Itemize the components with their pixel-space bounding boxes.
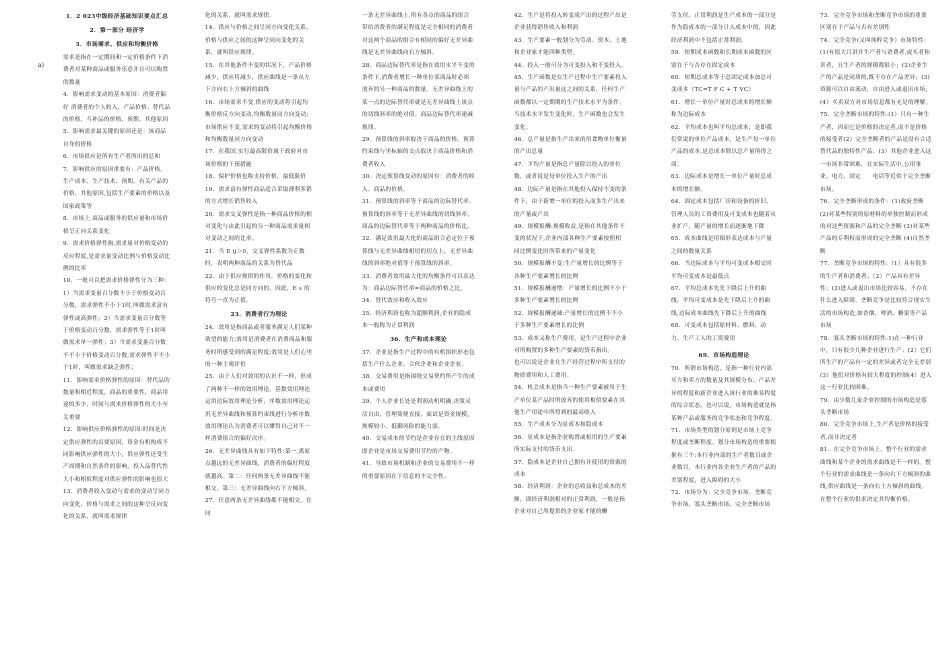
- section-heading: 69．市场构造理论: [698, 352, 750, 359]
- paragraph: 57．隐成本是企业自己拥有并使用的资源的成本: [514, 459, 627, 479]
- paragraph: 53．成本又称生产费用，是生产过程中企业对所购置的多种生产要素的货币指出。: [514, 335, 627, 354]
- paragraph: 33．消费者效用最大化的均衡条件可以表达为：商品边际替代率=商品的价格之比。: [362, 273, 475, 292]
- section-heading: 23．消费者行为理论: [230, 311, 288, 318]
- paragraph: 78．寡头垄断市场的特性:1)在一种行业中，只有很少几种企业进行生产；(2）它们所生产的产品有一定的差异或者完全无差别 (3）他们对价格有较大程度的控制(4）进入这一行业比较困难。: [820, 335, 932, 392]
- paragraph: 54．机会成本是指当一种生产要素被用于生产单位某产品时所放弃的使用相似要素在其他生产用途中所得到的最高收入: [514, 385, 627, 416]
- paragraph: 49．规模报酬:规模收益,是指在其他条件不变的状况下,企业内部各种生产要素按照相同比例变化时所带来的产量变化: [514, 223, 626, 255]
- paragraph: 31．预算线的斜率等于商品的边际替代率。预算线的斜率等于无差异曲线的切线斜率，商品的边际替代率等于两种商品的价格比。: [362, 199, 475, 230]
- paragraph: 81．在完全竞争市场上，整个行业的需求曲线和某个企业的需求曲线是不一样的。整个行业的需求曲线是一条向右下方倾斜的曲线,供应曲线是一条向右上方倾斜的曲线。在整个行业的供求决定其均衡价格。: [820, 447, 932, 503]
- paragraph: 52．规模报酬递减:产量增长的比例不不小于多种生产要素增长的比例: [514, 310, 624, 330]
- paragraph: 化的关系，就叫需求规律。: [205, 13, 276, 19]
- paragraph: 73．完全竞争市场和垄断竞争市场的重要区别在于产品与否有差别性: [820, 13, 927, 32]
- paragraph: 5．影响需求最关键的原因还是：该商品自身的价格: [63, 129, 167, 148]
- paragraph: 44．投入一般可分为可变投入和不变投入。: [514, 62, 627, 69]
- paragraph: 35．经济利润也称为超额利润,企业的隐成本一般称为正常利润: [362, 310, 471, 330]
- paragraph: 74．完全竞争(又叫纯粹竞争）市场特性：(1)有很大月讲并生产者与消费者,或买者和卖者，且生产者的规模都很小；(2)企业生产的产品是同质的,既不存在产品差异；(3)资源可以自由流动，自由进入或退出市场；(4）买卖双方对市场信息都有充足的理解。: [820, 37, 932, 106]
- paragraph: 14．供应与价格之间呈同方向变化关系，价格与供应之间的这种呈同向变化的关系，就叫供应规律。: [205, 25, 312, 57]
- paragraph: 27．任意两条无差异曲线都不能相交，在同: [205, 498, 312, 517]
- paragraph: 63．边际成本是增长一单位产量时总成本的增长额。: [671, 174, 773, 193]
- paragraph: 79．由少数几家企业控制的市场构造是寡头垄断市场: [820, 397, 927, 416]
- text-column-1: [63, 10, 171, 665]
- paragraph: 64．固定成本包括厂房和设备的折旧、管理人员的工资费用及可变成本也随着从业扩产，随产量的增长而逐渐地下降: [671, 199, 777, 230]
- paragraph: 65．成本曲线是用图形表达成本与产量之间的数量关系: [671, 236, 773, 255]
- text-column-5: [671, 10, 777, 665]
- paragraph: 22．由于供应规律的作用，价格的变化和供应的变化总是同方向的，因此，E s 的符号一直为正值。: [205, 273, 312, 305]
- paragraph: 也可以说是企业在生产经营过程中所支付的物质费用和人工费用。: [514, 360, 626, 379]
- paragraph: 18．保护价格也称支持价格、最低限价: [205, 174, 307, 181]
- paragraph: 7．影响供应的原因重要有：产品价格、生产成本、生产技术、预期、有关产品的价格、其他原因,包括生产要素的价格以及国家政策等: [63, 166, 171, 210]
- paragraph: 8．市场上,商品或服务的供应量和市场价格呈正向关系变化: [63, 216, 169, 235]
- paragraph: 17．在我国,实行最高限价属于政府对市场价格的干预措施: [205, 149, 309, 168]
- paragraph: 11．影响需求价格弹性的原因：替代品的数量和相近程度，商品的重要性，商品用途的多少，时间与需求价格弹性的大小至关重要: [63, 377, 170, 421]
- paragraph: 72．市场分为：完全竞争市场、垄断竞争市场、寡头垄断市场、完全垄断市场: [671, 490, 773, 509]
- paragraph: 16．市场需求不变,供应的变动将引起均衡价格反方向变动,均衡数量同方向变动;市场供应不变,需求的变动将引起均衡价格和均衡数量同方向变动: [205, 99, 313, 144]
- paragraph: 需求是指在一定期间和一定价格条件下消费者对某种商品或服务乐意并且可以购置的数量: [63, 55, 169, 86]
- paragraph: 21．当 E ij＞0，交叉弹性系数为正数时，表明两种商品的关系为替代品: [205, 248, 305, 268]
- paragraph: 37．企业是指生产过程中的有机组织形态包括生产什么企业、合伙企业和企业企业。: [362, 349, 475, 368]
- paragraph: 51．规模报酬递增：产量增长的比例不小于多种生产要素增长的比例: [514, 285, 627, 305]
- paragraph: 19．需求富有弹性商品适合采取薄利多销的方式增长销售收入: [205, 186, 312, 206]
- paragraph: 劳支付。正常利润是生产成本的一部分是作为隐成本的一部分计入成本中的，因此经济利润中不包括正常利润。: [671, 13, 777, 44]
- document-title: 1．2 023中级经济基础知识要点汇总: [65, 14, 169, 20]
- paragraph: 25．由于人们对效用的认识不一样，形成了两种不一样的效用理论，基数效用理论运用边际效用理论分析，序数效用理论运用无差异曲线和预算约束线进行分析序数效用理论认为消费者可以懂得自己对不一样消费组合的偏好次序。: [205, 374, 312, 443]
- paragraph: 61．增长一单位产量时总成本的增长额称为边际成本: [671, 99, 773, 119]
- paragraph: 42．生产是将投入转变成产出的过程产出是企业获得销售收入和利润: [514, 13, 627, 32]
- paragraph: 29．预算线的斜率取决于商品的价格。预算约束线与坐标轴的交点取决于商品价格和消费者收入: [362, 137, 475, 168]
- paragraph: 71．市场类型的划分原则是市场上竞争程度或垄断程度。划分市场构造的重要根据有三个:本行业内部的生产者数目或企业数目，本行业内各企业生产者的产品的差别程度，进入障碍的大小: [671, 428, 777, 484]
- paragraph: 32．满足效用最大化的商品组合必定位于预算线与无差异曲线相切的切点上，无差异曲线的斜率绝对值等于预算线的斜率。: [362, 236, 475, 268]
- paragraph: 55．生产成本分为显成本和隐成本: [514, 422, 604, 429]
- paragraph: 28．商品边际替代率是指在效用水平不变的条件下,消费者增长一种单位某商品时必须放弃的另一种商品的数量。无差异曲线上的某一点的边际替代率就是无差异曲线上该点的切线斜率的绝对值。商品边际替代率递减规律。: [362, 62, 475, 131]
- paragraph: 45．生产函数是在生产过程中生产要素投入量与产品的产出量这之间的关系，任何生产函数都以一定期期的生产技术水平为条件，当技术水平发生变化时，生产函数也会发生变化。: [514, 75, 627, 131]
- section-heading: 3．市场需求、供应和均衡价格: [75, 42, 159, 48]
- paragraph: 48．边际产量是指在其他投入保持不变的条件下，由于新增一单位的投入而多生产出来的产量或产出: [514, 186, 627, 218]
- paragraph: 24．效用是指商品或者服务满足人们某种欲望的能力;效用是消费者在消费商品和服务时所感受到的满足程度;效用是人们心里的一种主观评价: [205, 324, 313, 368]
- paragraph: 34．替代效应和收入效应: [362, 298, 429, 305]
- paragraph: 38．交易费用是指围绕交易契约所产生的成本或费用: [362, 374, 475, 393]
- paragraph: 46．总产量是指生产出来的用食物单位衡量的产出总量: [514, 137, 627, 156]
- paragraph: 62．平均成本也叫平均总成本，是即我们常说的单位产品成本，是生产每一单位产品的成本,是总成本除以总产量所得之商。: [671, 124, 777, 168]
- paragraph: 15．在其他条件不变的状况下，产品价格减少，供应将减少，供应曲线是一条从左下方向右上方倾斜的曲线: [205, 62, 312, 94]
- text-column-2: [205, 10, 313, 665]
- paragraph: 60．短期总成本等于总固定成本加总可变成本（TC=T F C + T VC）: [671, 75, 773, 94]
- paragraph: 一条无差异曲线上,所有各点的商品的组合带给消费者的满足程度是完全相同的消费者对这两个商品的组合有相同的偏好无差异曲线是无差异曲线向右方倾斜。: [362, 13, 474, 57]
- section-heading: 36．生产和成本理论: [390, 336, 447, 343]
- paragraph: 10．一般可以把需求价格弹性分为三种：1）当需求变量百分数不小于价格变动百分数，需求弹性不小于1时,叫做需求富有弹性或高弹性；2）当需求变量百分数等于价格变动百分数，需求弹性等于1时叫做需求单一弹性；3）当需求变量百分数不不小于价格变动百分数,需求弹性不不小于1时，叫做需求缺乏弹性；: [63, 278, 171, 372]
- paragraph: 39．个人企业长处是利润动机明确,决策灵活自由，管理简便直接，面试是资金规模，规模较小，抵御风险的能力弱。: [362, 399, 474, 430]
- part-heading: 2．第一部分 经济学: [89, 28, 145, 34]
- paragraph: 26．无差异曲线具有如下特性:第一,离原点越远的无差异曲线，消费者的偏好程度就越高。第二：任何两条无差异曲线不能相交。第三：无差异曲线向右下方倾斜，: [205, 448, 311, 493]
- paragraph: 30．决定预算线变动的原因有：消费者的收入、商品的价格。: [362, 174, 475, 193]
- paragraph: 75．完全垄断市场的特性:(1）只有一种生产者，因而它是价格的决定者,而不是价格的接受者(2）完全垄断者的产品是没有合适替代品的独特性产品；(3）其他企业进入这一市场非常困难，在实际生活中,公用事业、电力、固定 电话等近似于完全垄断市场。: [820, 112, 932, 193]
- paragraph: 66．当边际成本与平均可变成本相交时平均可变成本是最低点: [671, 261, 773, 280]
- paragraph: 77．垄断竞争市场的特性:（1）具有很多的生产者和消费者；（2）产品具有差异性；(3)进入或退出市场比较容易，不存在什么进入障碍，垄断竞争是比较符合现实生活的市场构造,如香烟、啤酒、糖果等产品市场: [820, 261, 932, 330]
- paragraph: 12．影响供应价格弹性的原因:时间是决定供应弹性的首要原因，资金有机构成不同影响供应弹性的大小，供应弹性还受生产周期和自然条件的影响，投入品替代性大小和相似程度对供应弹性的影响也很大: [63, 427, 169, 483]
- paragraph: 50．规模报酬不变:生产量增长的比例等于各种生产要素增长的比例: [514, 261, 624, 280]
- paragraph: 68．可变成本包括原材料、燃料、动力、生产工人的工资费用: [671, 323, 767, 342]
- paragraph: 20．需求交叉弹性是指一种商品价格的相对变化与由此引起的另一种商品需求量相对变动之间的比率。: [205, 211, 312, 243]
- paragraph: 43．生产要素一般划分为劳动、资本、土地和企业家才能四种类型。: [514, 37, 627, 57]
- paragraph: 76．完全垄断形成的条件：(1)政府垄断 (2)对某些特别的原材料的单独控制而形成的对这些资源和产品的完全垄断 (3)对某些产品的专利权而形成的完全垄断 (4)自然垄断: [820, 199, 931, 255]
- paragraph: 47．平均产量是指总产量除以投入的单位数，或者说是每单位投入生产的产出: [514, 161, 621, 181]
- text-column-4: [514, 10, 627, 665]
- paragraph: 6．市场供应是所有生产者所出的总和: [63, 154, 161, 161]
- paragraph: 13．消费者收入变动与需求的变动呈同方向变化，价格与需求之间的这种呈反向变化的关系，就叫需求规律: [63, 489, 170, 521]
- paragraph: 70．所谓市场构造，是指一种行业内部买方和卖方的数量及其规模分布、产品差异的程度和新企业进入该行业的难易程度的综合状态，也可以说，市场构造就是指某种产品或服务的竞争状态和竞争程度。: [671, 365, 777, 422]
- paragraph: 80．完全竞争市场上,生产者是价格的接受者,而非决定者: [820, 422, 929, 441]
- paragraph: 56．显成本是指企业购置或租用的生产要素所实际支付的货币支出。: [514, 434, 627, 454]
- paragraph: 4．影响需求变动的基本原因：消费者偏好 消费者的个人收入、产品价格、替代品的价格、互补品的价格、预期、其他原因: [63, 92, 171, 124]
- paragraph: 59．短期成本函数和长期成本函数的区别在于与否存在固定成本: [671, 50, 773, 69]
- paragraph: 9．需求价格弹性指,需求量对价格变动的反应程度,是需求量变动比例与价格变动比例的比率: [63, 241, 171, 272]
- paragraph: 67．平均总成本先先下降后上升的曲线，平均可变成本是先下降后上升的曲线,边际成本曲线先下降后上升的曲线: [671, 285, 771, 317]
- text-column-6: [820, 10, 932, 665]
- paragraph: 41．导致市场机制和企业的交易费用不一样的重要原因在于信息的不完全性。: [362, 461, 475, 480]
- paragraph: 58．经济利润：企业的总收益和总成本的差额，即经济利润相对的正常利润，一般是指企业对自己所提供的企业家才能的酬: [514, 484, 627, 516]
- paragraph: 40．交易成本的节约是企业存在的主线原因即企业是市场交易费用节约的产物。: [362, 436, 475, 455]
- margin-mark: a): [38, 62, 44, 69]
- text-column-3: [362, 10, 475, 665]
